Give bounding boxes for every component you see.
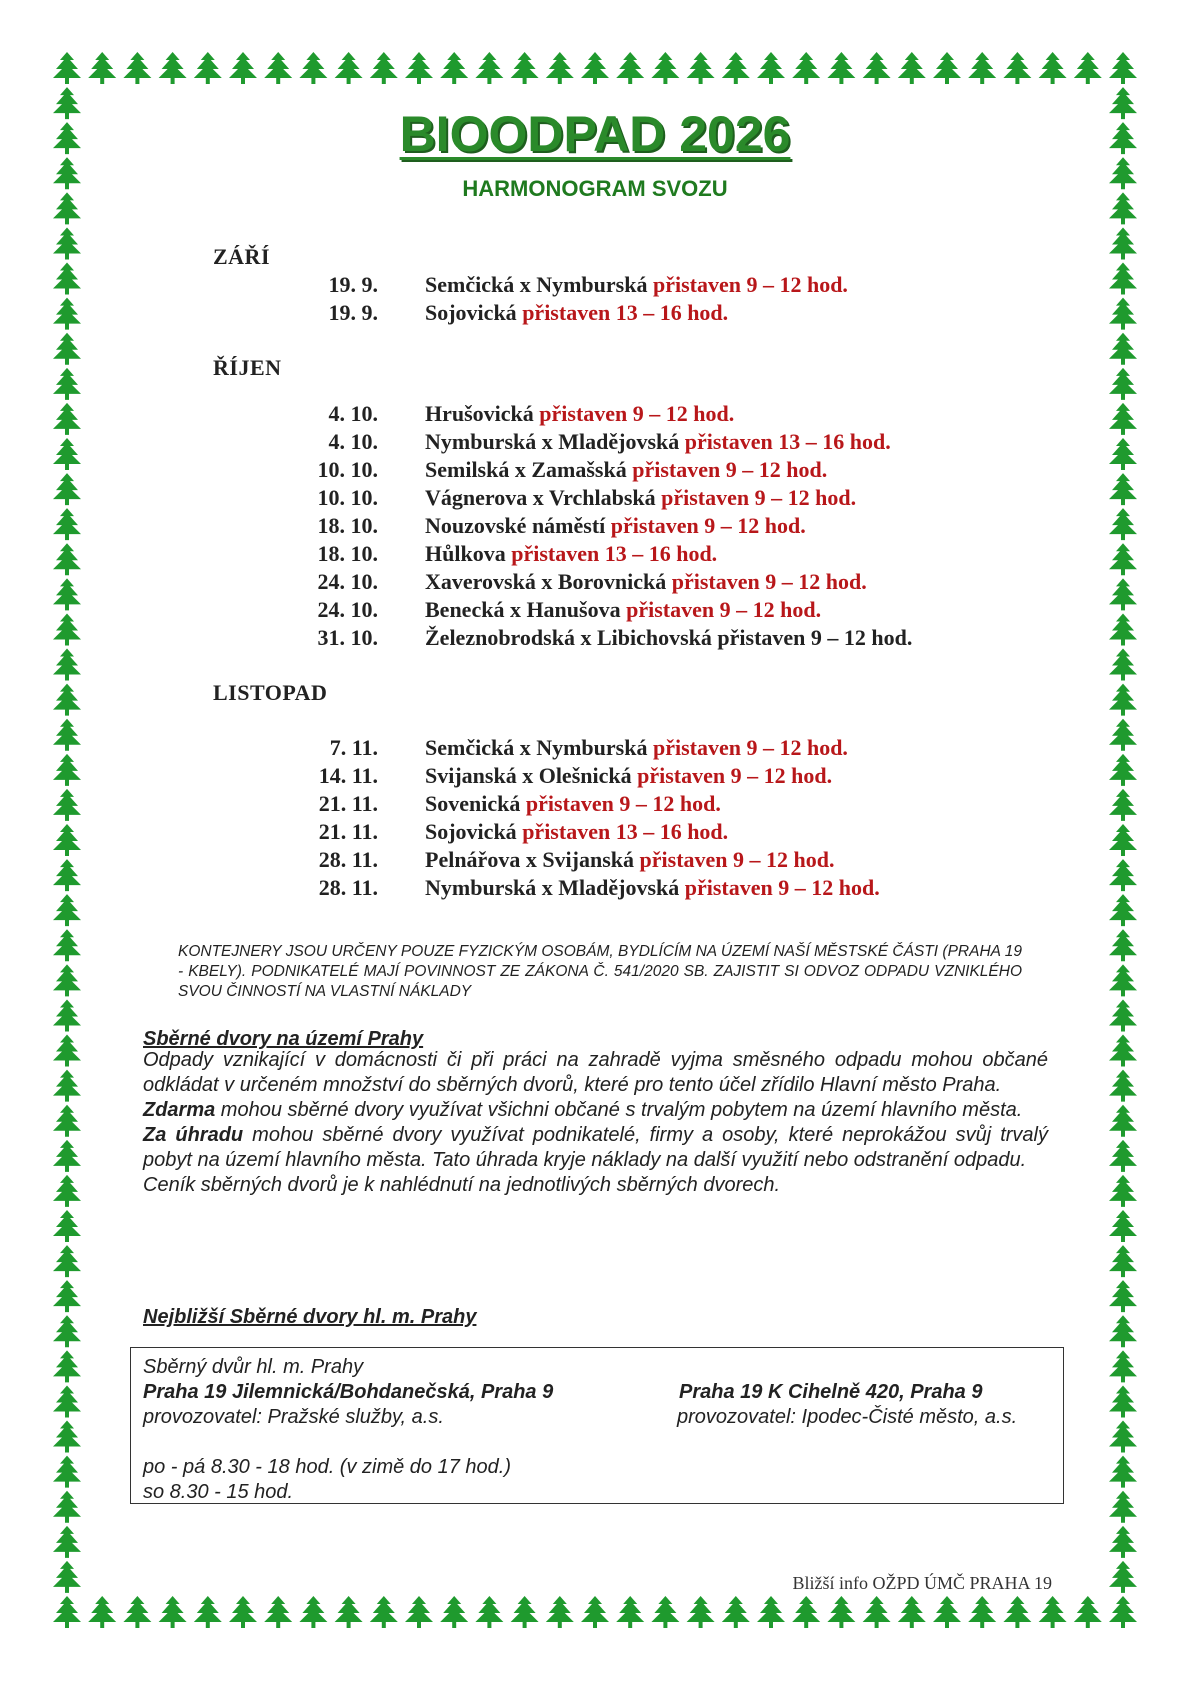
row-time: přistaven 9 – 12 hod.	[671, 569, 867, 594]
tree-icon	[53, 263, 81, 295]
tree-icon	[53, 1070, 81, 1102]
schedule-row	[290, 272, 1050, 300]
month-heading-november: LISTOPAD	[213, 680, 328, 705]
tree-icon	[53, 1561, 81, 1593]
month-heading-october: ŘÍJEN	[213, 355, 282, 380]
tree-icon	[1109, 1245, 1137, 1277]
row-date: 10. 10.	[317, 457, 378, 482]
schedule-row	[290, 457, 1050, 485]
tree-icon	[1109, 1035, 1137, 1067]
tree-icon	[335, 52, 363, 84]
tree-icon	[1109, 999, 1137, 1031]
tree-icon	[53, 508, 81, 540]
tree-icon	[1109, 789, 1137, 821]
row-date: 18. 10.	[317, 513, 378, 538]
tree-icon	[53, 1315, 81, 1347]
tree-icon	[53, 859, 81, 891]
yard2-operator: provozovatel: Ipodec-Čisté město, a.s.	[677, 1406, 1018, 1428]
tree-icon	[898, 1596, 926, 1628]
tree-icon	[53, 1596, 81, 1628]
row-time: přistaven 9 – 12 hod.	[717, 625, 913, 650]
tree-icon	[53, 438, 81, 470]
tree-icon	[159, 52, 187, 84]
tree-icon	[53, 403, 81, 435]
tree-icon	[123, 1596, 151, 1628]
tree-icon	[53, 1210, 81, 1242]
tree-icon	[1109, 649, 1137, 681]
row-place: Nymburská x Mladějovská	[425, 429, 680, 454]
row-time: přistaven 9 – 12 hod.	[661, 485, 857, 510]
row-time: přistaven 9 – 12 hod.	[610, 513, 806, 538]
tree-icon	[1109, 438, 1137, 470]
business-notice: KONTEJNERY JSOU URČENY POUZE FYZICKÝM OSOBÁM, BYDLÍCÍM NA ÚZEMÍ NAŠÍ MĚSTSKÉ ČÁSTI (PRAHA 19 - KBELY). PODNIKATELÉ MAJÍ POVINNOST ZE ZÁKONA Č. 541/2020 SB. ZAJISTIT SI ODVOZ ODPADU VZNIKLÉHO SVOU ČINNOSTÍ NA VLASTNÍ NÁKLADY	[178, 943, 1022, 1000]
tree-icon	[53, 1105, 81, 1137]
nearest-yards-box	[130, 1347, 1064, 1504]
tree-icon	[1109, 1491, 1137, 1523]
tree-icon	[757, 52, 785, 84]
tree-icon	[53, 1175, 81, 1207]
tree-icon	[1109, 508, 1137, 540]
tree-icon	[1109, 1070, 1137, 1102]
tree-icon	[53, 227, 81, 259]
free-text: mohou sběrné dvory využívat všichni občané s trvalým pobytem na území hlavního města.	[215, 1099, 1023, 1121]
paid-text: mohou sběrné dvory využívat podnikatelé, firmy a osoby, které neprokážou svůj trvalý pobyt na území hlavního města. Tato úhrada kryje náklady na další využití nebo odstranění odpadu.	[143, 1124, 1048, 1171]
row-place: Sovenická	[425, 791, 521, 816]
tree-icon	[159, 1596, 187, 1628]
row-date: 21. 11.	[318, 791, 378, 816]
row-place: Sojovická	[425, 300, 517, 325]
row-date: 14. 11.	[318, 763, 378, 788]
yard1-operator: provozovatel: Pražské služby, a.s.	[143, 1406, 444, 1428]
tree-icon	[475, 52, 503, 84]
tree-icon	[827, 52, 855, 84]
tree-icon	[651, 52, 679, 84]
tree-icon	[722, 1596, 750, 1628]
tree-icon	[1109, 298, 1137, 330]
tree-icon	[1109, 543, 1137, 575]
row-date: 4. 10.	[328, 401, 378, 426]
info-paragraph: Odpady vznikající v domácnosti či při práci na zahradě vyjma směsného odpadu mohou občané odkládat v určeném množství do sběrných dvorů, které pro tento účel zřídilo Hlavní město Praha.	[143, 1049, 1048, 1096]
page-subtitle: HARMONOGRAM SVOZU	[462, 176, 728, 201]
tree-icon	[299, 52, 327, 84]
tree-icon	[1109, 473, 1137, 505]
free-label: Zdarma	[143, 1099, 216, 1121]
row-date: 28. 11.	[318, 875, 378, 900]
tree-icon	[1109, 1526, 1137, 1558]
tree-icon	[53, 684, 81, 716]
row-date: 10. 10.	[317, 485, 378, 510]
tree-icon	[440, 1596, 468, 1628]
footer-info: Bližší info OŽPD ÚMČ PRAHA 19	[792, 1573, 1052, 1593]
tree-icon	[53, 719, 81, 751]
schedule-row	[290, 597, 1050, 625]
tree-icon	[1109, 1105, 1137, 1137]
tree-icon	[53, 1140, 81, 1172]
schedule-row	[290, 513, 1050, 541]
row-date: 24. 10.	[317, 569, 378, 594]
tree-icon	[229, 1596, 257, 1628]
info-paid	[143, 1123, 1048, 1173]
row-time: přistaven 9 – 12 hod.	[652, 272, 848, 297]
info-free	[143, 1098, 1048, 1123]
schedule-row	[290, 541, 1050, 569]
tree-icon	[1074, 52, 1102, 84]
row-time: přistaven 9 – 12 hod.	[684, 875, 880, 900]
tree-icon	[405, 52, 433, 84]
schedule-row	[290, 791, 1050, 819]
tree-icon	[53, 1245, 81, 1277]
tree-icon	[1109, 1315, 1137, 1347]
tree-icon	[1109, 964, 1137, 996]
paid-label: Za úhradu	[143, 1124, 244, 1146]
tree-icon	[53, 368, 81, 400]
tree-icon	[53, 578, 81, 610]
row-place: Benecká x Hanušova	[425, 597, 621, 622]
tree-icon	[687, 1596, 715, 1628]
tree-icon	[792, 52, 820, 84]
yard1-address: Praha 19 Jilemnická/Bohdanečská, Praha 9	[143, 1381, 554, 1403]
tree-icon	[863, 52, 891, 84]
info-pricing: Ceník sběrných dvorů je k nahlédnutí na jednotlivých sběrných dvorech.	[143, 1174, 781, 1196]
tree-icon	[1109, 1175, 1137, 1207]
tree-icon	[53, 1035, 81, 1067]
tree-icon	[53, 1350, 81, 1382]
row-time: přistaven 13 – 16 hod.	[522, 819, 729, 844]
tree-icon	[1109, 1350, 1137, 1382]
schedule-row	[290, 569, 1050, 597]
tree-icon	[264, 52, 292, 84]
tree-icon	[53, 1421, 81, 1453]
schedule-row	[290, 625, 1050, 653]
row-place: Hrušovická	[425, 401, 534, 426]
tree-icon	[53, 333, 81, 365]
tree-icon	[1109, 227, 1137, 259]
tree-icon	[1039, 52, 1067, 84]
row-place: Xaverovská x Borovnická	[425, 569, 667, 594]
hours-weekday: po - pá 8.30 - 18 hod. (v zimě do 17 hod.)	[143, 1456, 511, 1478]
row-date: 19. 9.	[328, 272, 378, 297]
row-date: 21. 11.	[318, 819, 378, 844]
row-time: přistaven 9 – 12 hod.	[626, 597, 822, 622]
row-date: 7. 11.	[329, 735, 378, 760]
row-time: přistaven 9 – 12 hod.	[639, 847, 835, 872]
tree-icon	[863, 1596, 891, 1628]
tree-icon	[53, 999, 81, 1031]
tree-icon	[53, 1526, 81, 1558]
schedule-row	[290, 819, 1050, 847]
tree-icon	[229, 52, 257, 84]
tree-icon	[827, 1596, 855, 1628]
row-date: 19. 9.	[328, 300, 378, 325]
schedule-row	[290, 429, 1050, 457]
tree-icon	[757, 1596, 785, 1628]
tree-icon	[53, 649, 81, 681]
tree-icon	[335, 1596, 363, 1628]
yard2-address: Praha 19 K Cihelně 420, Praha 9	[679, 1381, 983, 1403]
row-time: přistaven 13 – 16 hod.	[511, 541, 718, 566]
tree-icon	[1109, 719, 1137, 751]
row-date: 4. 10.	[328, 429, 378, 454]
tree-icon	[1039, 1596, 1067, 1628]
tree-icon	[722, 52, 750, 84]
tree-icon	[687, 52, 715, 84]
row-place: Pelnářova x Svijanská	[425, 847, 635, 872]
row-place: Semčická x Nymburská	[425, 272, 648, 297]
tree-icon	[53, 824, 81, 856]
tree-icon	[933, 52, 961, 84]
tree-icon	[1109, 1456, 1137, 1488]
tree-icon	[1109, 754, 1137, 786]
tree-icon	[1109, 403, 1137, 435]
tree-icon	[53, 543, 81, 575]
row-time: přistaven 9 – 12 hod.	[652, 735, 848, 760]
tree-icon	[1109, 1280, 1137, 1312]
tree-icon	[1109, 1421, 1137, 1453]
tree-icon	[898, 52, 926, 84]
row-date: 28. 11.	[318, 847, 378, 872]
tree-icon	[88, 52, 116, 84]
tree-icon	[1109, 578, 1137, 610]
row-time: přistaven 9 – 12 hod.	[637, 763, 833, 788]
tree-icon	[475, 1596, 503, 1628]
tree-icon	[88, 1596, 116, 1628]
tree-icon	[1109, 613, 1137, 645]
tree-icon	[616, 52, 644, 84]
tree-icon	[1003, 52, 1031, 84]
tree-icon	[53, 1456, 81, 1488]
tree-icon	[53, 789, 81, 821]
tree-icon	[1109, 333, 1137, 365]
tree-icon	[1003, 1596, 1031, 1628]
tree-icon	[53, 1280, 81, 1312]
tree-icon	[1109, 1596, 1137, 1628]
tree-icon	[616, 1596, 644, 1628]
row-place: Železnobrodská x Libichovská	[425, 625, 712, 650]
tree-icon	[264, 1596, 292, 1628]
row-place: Sojovická	[425, 819, 517, 844]
tree-icon	[1109, 929, 1137, 961]
tree-icon	[1109, 368, 1137, 400]
row-date: 18. 10.	[317, 541, 378, 566]
tree-icon	[370, 52, 398, 84]
tree-icon	[194, 1596, 222, 1628]
tree-icon	[511, 52, 539, 84]
tree-icon	[194, 52, 222, 84]
tree-icon	[1109, 263, 1137, 295]
tree-icon	[792, 1596, 820, 1628]
row-date: 24. 10.	[317, 597, 378, 622]
tree-icon	[968, 52, 996, 84]
tree-icon	[1109, 824, 1137, 856]
tree-icon	[511, 1596, 539, 1628]
month-heading-september: ZÁŘÍ	[213, 244, 271, 269]
tree-icon	[546, 52, 574, 84]
row-place: Nymburská x Mladějovská	[425, 875, 680, 900]
tree-icon	[1074, 1596, 1102, 1628]
tree-icon	[1109, 894, 1137, 926]
collection-yards-info	[143, 1048, 1048, 1198]
tree-icon	[53, 473, 81, 505]
tree-icon	[581, 52, 609, 84]
row-time: přistaven 13 – 16 hod.	[684, 429, 891, 454]
tree-icon	[546, 1596, 574, 1628]
tree-icon	[1109, 52, 1137, 84]
row-date: 31. 10.	[317, 625, 378, 650]
tree-icon	[53, 754, 81, 786]
schedule-row	[290, 735, 1050, 763]
box-title: Sběrný dvůr hl. m. Prahy	[143, 1356, 364, 1378]
tree-icon	[53, 1491, 81, 1523]
tree-icon	[123, 52, 151, 84]
tree-icon	[1109, 1385, 1137, 1417]
tree-icon	[53, 1385, 81, 1417]
schedule-row	[290, 847, 1050, 875]
row-place: Vágnerova x Vrchlabská	[425, 485, 656, 510]
tree-icon	[405, 1596, 433, 1628]
tree-icon	[933, 1596, 961, 1628]
schedule-row	[290, 763, 1050, 791]
tree-icon	[53, 52, 81, 84]
row-time: přistaven 9 – 12 hod.	[539, 401, 735, 426]
tree-icon	[53, 894, 81, 926]
row-time: přistaven 13 – 16 hod.	[522, 300, 729, 325]
tree-icon	[651, 1596, 679, 1628]
tree-icon	[968, 1596, 996, 1628]
row-place: Svijanská x Olešnická	[425, 763, 632, 788]
row-time: přistaven 9 – 12 hod.	[632, 457, 828, 482]
tree-icon	[1109, 859, 1137, 891]
tree-icon	[53, 929, 81, 961]
tree-icon	[1109, 1140, 1137, 1172]
collection-yards-heading: Sběrné dvory na území Prahy	[143, 1028, 424, 1050]
tree-icon	[1109, 1561, 1137, 1593]
row-place: Hůlkova	[425, 541, 506, 566]
tree-icon	[1109, 1210, 1137, 1242]
tree-icon	[53, 613, 81, 645]
tree-icon	[581, 1596, 609, 1628]
hours-saturday: so 8.30 - 15 hod.	[143, 1481, 294, 1503]
schedule-row	[290, 401, 1050, 429]
row-time: přistaven 9 – 12 hod.	[525, 791, 721, 816]
row-place: Nouzovské náměstí	[425, 513, 606, 538]
nearest-yards-heading: Nejbližší Sběrné dvory hl. m. Prahy	[143, 1306, 477, 1328]
schedule-row	[290, 485, 1050, 513]
tree-icon	[370, 1596, 398, 1628]
row-place: Semilská x Zamašská	[425, 457, 627, 482]
tree-icon	[1109, 684, 1137, 716]
row-place: Semčická x Nymburská	[425, 735, 648, 760]
tree-icon	[53, 298, 81, 330]
schedule-row	[290, 875, 1050, 903]
page-title: BIOODPAD 2026	[399, 106, 791, 162]
schedule-row	[290, 300, 1050, 328]
tree-icon	[440, 52, 468, 84]
tree-icon	[299, 1596, 327, 1628]
tree-icon	[53, 964, 81, 996]
